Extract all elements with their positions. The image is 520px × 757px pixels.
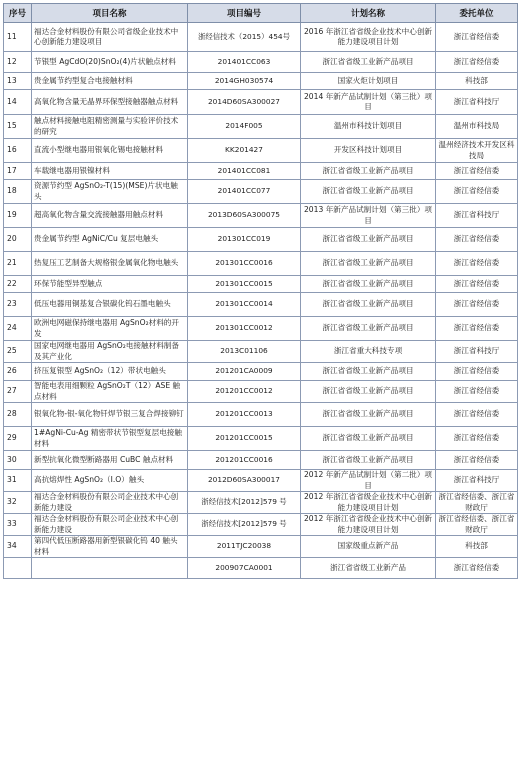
cell-org: 浙江省经信委 bbox=[436, 317, 518, 341]
cell-plan: 国家火炬计划项目 bbox=[301, 73, 436, 90]
cell-name: 触点材料接触电阻精密测量与实验评价技术的研究 bbox=[32, 115, 188, 139]
cell-name bbox=[32, 558, 188, 579]
cell-num: 26 bbox=[4, 363, 32, 381]
cell-name: 新型抗氧化微型断路器用 CuBC 触点材料 bbox=[32, 451, 188, 470]
cell-name: 高抗熔焊性 AgSnO₂（I.O）触头 bbox=[32, 470, 188, 492]
cell-plan: 浙江省省级工业新产品项目 bbox=[301, 228, 436, 252]
cell-name: 高氧化物含量无晶界环保型接触器触点材料 bbox=[32, 90, 188, 115]
table-row bbox=[4, 558, 518, 579]
cell-org: 浙江省经信委 bbox=[436, 228, 518, 252]
cell-code: 浙经信技术（2015）454号 bbox=[188, 23, 301, 52]
header-plan: 计划名称 bbox=[301, 4, 436, 23]
cell-code: 2014GH030574 bbox=[188, 73, 301, 90]
cell-name: 福达合金材料股份有限公司企业技术中心创新能力建设 bbox=[32, 514, 188, 536]
cell-code: 201301CC019 bbox=[188, 228, 301, 252]
cell-org: 浙江省经信委 bbox=[436, 252, 518, 276]
cell-plan: 浙江省重大科技专项 bbox=[301, 341, 436, 363]
cell-num: 11 bbox=[4, 23, 32, 52]
cell-org: 浙江省科技厅 bbox=[436, 341, 518, 363]
cell-num: 15 bbox=[4, 115, 32, 139]
table-row bbox=[4, 470, 518, 492]
cell-plan: 浙江省省级工业新产品项目 bbox=[301, 252, 436, 276]
cell-code: 201201CC0012 bbox=[188, 381, 301, 403]
table-row bbox=[4, 139, 518, 163]
header-code: 项目编号 bbox=[188, 4, 301, 23]
cell-plan: 国家级重点新产品 bbox=[301, 536, 436, 558]
table-row bbox=[4, 163, 518, 180]
cell-org: 温州经济技术开发区科技局 bbox=[436, 139, 518, 163]
cell-code: 201401CC077 bbox=[188, 180, 301, 204]
table-row bbox=[4, 23, 518, 52]
cell-num: 29 bbox=[4, 427, 32, 451]
cell-plan: 2016 年浙江省省级企业技术中心创新能力建设项目计划 bbox=[301, 23, 436, 52]
cell-plan: 温州市科技计划项目 bbox=[301, 115, 436, 139]
table-row bbox=[4, 451, 518, 470]
cell-code: 201301CC0016 bbox=[188, 252, 301, 276]
cell-plan: 浙江省省级工业新产品项目 bbox=[301, 427, 436, 451]
cell-name: 资源节约型 AgSnO₂-T(15)(MSE)片状电触头 bbox=[32, 180, 188, 204]
cell-name: 热复压工艺制备大规格银金属氧化物电触头 bbox=[32, 252, 188, 276]
cell-num: 17 bbox=[4, 163, 32, 180]
cell-plan: 2013 年新产品试制计划（第三批）项目 bbox=[301, 204, 436, 228]
cell-code: 2014D60SA300027 bbox=[188, 90, 301, 115]
table-row bbox=[4, 492, 518, 514]
cell-org: 浙江省经信委 bbox=[436, 52, 518, 73]
cell-org: 浙江省经信委 bbox=[436, 23, 518, 52]
cell-plan: 浙江省省级工业新产品项目 bbox=[301, 276, 436, 293]
cell-name: 低压电器用铜基复合银碳化钨石墨电触头 bbox=[32, 293, 188, 317]
cell-name: 福达合金材料股份有限公司省级企业技术中心创新能力建设项目 bbox=[32, 23, 188, 52]
cell-code: 201301CC0014 bbox=[188, 293, 301, 317]
cell-plan: 2014 年新产品试制计划（第三批）项目 bbox=[301, 90, 436, 115]
cell-code: 201201CC0013 bbox=[188, 403, 301, 427]
cell-num: 14 bbox=[4, 90, 32, 115]
cell-org: 浙江省科技厅 bbox=[436, 204, 518, 228]
table-row bbox=[4, 180, 518, 204]
cell-code: KK201427 bbox=[188, 139, 301, 163]
cell-name: 贵金属节约型 AgNiC/Cu 复层电触头 bbox=[32, 228, 188, 252]
cell-code: 201401CC063 bbox=[188, 52, 301, 73]
cell-num: 24 bbox=[4, 317, 32, 341]
cell-num: 22 bbox=[4, 276, 32, 293]
cell-org: 科技部 bbox=[436, 536, 518, 558]
table-row bbox=[4, 514, 518, 536]
cell-plan: 浙江省省级工业新产品项目 bbox=[301, 317, 436, 341]
cell-plan: 浙江省省级工业新产品项目 bbox=[301, 293, 436, 317]
cell-org: 浙江省经信委 bbox=[436, 276, 518, 293]
cell-org: 浙江省经信委 bbox=[436, 381, 518, 403]
cell-plan: 浙江省省级工业新产品项目 bbox=[301, 403, 436, 427]
table-row bbox=[4, 90, 518, 115]
cell-name: 挤压复银型 AgSnO₂（12）带状电触头 bbox=[32, 363, 188, 381]
cell-name: 欧洲电网磁保持继电器用 AgSnO₂材料的开发 bbox=[32, 317, 188, 341]
cell-org: 浙江省经信委、浙江省财政厅 bbox=[436, 514, 518, 536]
table-row bbox=[4, 403, 518, 427]
cell-name: 国家电网继电器用 AgSnO₂电接触材料制备及其产业化 bbox=[32, 341, 188, 363]
table-row bbox=[4, 341, 518, 363]
cell-code: 200907CA0001 bbox=[188, 558, 301, 579]
cell-code: 浙经信技术[2012]579 号 bbox=[188, 492, 301, 514]
cell-code: 2013D60SA300075 bbox=[188, 204, 301, 228]
cell-num: 23 bbox=[4, 293, 32, 317]
cell-name: 第四代低压断路器用新型银碳化钨 40 触头材料 bbox=[32, 536, 188, 558]
table-row bbox=[4, 427, 518, 451]
header-org: 委托单位 bbox=[436, 4, 518, 23]
cell-plan: 浙江省省级工业新产品项目 bbox=[301, 363, 436, 381]
cell-plan: 浙江省省级工业新产品项目 bbox=[301, 451, 436, 470]
table-row bbox=[4, 228, 518, 252]
cell-num: 25 bbox=[4, 341, 32, 363]
cell-code: 201201CA0009 bbox=[188, 363, 301, 381]
cell-num: 34 bbox=[4, 536, 32, 558]
cell-name: 贵金属节约型复合电接触材料 bbox=[32, 73, 188, 90]
cell-org: 浙江省经信委 bbox=[436, 427, 518, 451]
header-num: 序号 bbox=[4, 4, 32, 23]
cell-num: 21 bbox=[4, 252, 32, 276]
cell-name: 直流小型继电器用银氧化锡电接触材料 bbox=[32, 139, 188, 163]
cell-name: 1#AgNi-Cu-Ag 精密带状节银型复层电接触材料 bbox=[32, 427, 188, 451]
cell-org: 科技部 bbox=[436, 73, 518, 90]
cell-name: 超高氧化物含量交流接触器用触点材料 bbox=[32, 204, 188, 228]
table-row bbox=[4, 363, 518, 381]
cell-num: 19 bbox=[4, 204, 32, 228]
cell-name: 福达合金材料股份有限公司企业技术中心创新能力建设 bbox=[32, 492, 188, 514]
table-row bbox=[4, 252, 518, 276]
table-row bbox=[4, 293, 518, 317]
cell-num: 31 bbox=[4, 470, 32, 492]
table-row bbox=[4, 317, 518, 341]
cell-code: 201401CC081 bbox=[188, 163, 301, 180]
cell-plan: 浙江省省级工业新产品项目 bbox=[301, 381, 436, 403]
table-row bbox=[4, 381, 518, 403]
cell-code: 浙经信技术[2012]579 号 bbox=[188, 514, 301, 536]
cell-plan: 2012 年新产品试制计划（第二批）项目 bbox=[301, 470, 436, 492]
cell-org: 浙江省经信委 bbox=[436, 451, 518, 470]
header-name: 项目名称 bbox=[32, 4, 188, 23]
cell-code: 201301CC0012 bbox=[188, 317, 301, 341]
cell-plan: 2012 年浙江省省级企业技术中心创新能力建设项目计划 bbox=[301, 492, 436, 514]
cell-org: 浙江省经信委、浙江省财政厅 bbox=[436, 492, 518, 514]
cell-org: 温州市科技局 bbox=[436, 115, 518, 139]
cell-name: 节银型 AgCdO(20)SnO₂(4)片状触点材料 bbox=[32, 52, 188, 73]
cell-name: 环保节能型异型触点 bbox=[32, 276, 188, 293]
table-row bbox=[4, 536, 518, 558]
cell-org: 浙江省经信委 bbox=[436, 293, 518, 317]
cell-name: 车载继电器用银镍材料 bbox=[32, 163, 188, 180]
cell-code: 201301CC0015 bbox=[188, 276, 301, 293]
cell-plan: 2012 年浙江省省级企业技术中心创新能力建设项目计划 bbox=[301, 514, 436, 536]
cell-num: 20 bbox=[4, 228, 32, 252]
cell-org: 浙江省科技厅 bbox=[436, 470, 518, 492]
cell-code: 2014F005 bbox=[188, 115, 301, 139]
cell-code: 201201CC0016 bbox=[188, 451, 301, 470]
cell-code: 2013C01106 bbox=[188, 341, 301, 363]
cell-code: 2011TJC20038 bbox=[188, 536, 301, 558]
table-row bbox=[4, 52, 518, 73]
cell-plan: 浙江省省级工业新产品项目 bbox=[301, 52, 436, 73]
cell-org: 浙江省经信委 bbox=[436, 403, 518, 427]
cell-org: 浙江省经信委 bbox=[436, 180, 518, 204]
table-row bbox=[4, 115, 518, 139]
cell-name: 银氧化物-银-氧化物钎焊节银三复合焊接铆钉 bbox=[32, 403, 188, 427]
cell-name: 智能电表用细颗粒 AgSnO₂T（12）ASE 触点材料 bbox=[32, 381, 188, 403]
cell-num: 13 bbox=[4, 73, 32, 90]
cell-num: 18 bbox=[4, 180, 32, 204]
table-row bbox=[4, 204, 518, 228]
table-row bbox=[4, 73, 518, 90]
cell-num: 32 bbox=[4, 492, 32, 514]
cell-org: 浙江省经信委 bbox=[436, 558, 518, 579]
cell-code: 201201CC0015 bbox=[188, 427, 301, 451]
cell-num: 16 bbox=[4, 139, 32, 163]
cell-code: 2012D60SA300017 bbox=[188, 470, 301, 492]
cell-org: 浙江省经信委 bbox=[436, 363, 518, 381]
cell-num: 30 bbox=[4, 451, 32, 470]
cell-plan: 浙江省省级工业新产品项目 bbox=[301, 163, 436, 180]
cell-num: 27 bbox=[4, 381, 32, 403]
cell-num: 33 bbox=[4, 514, 32, 536]
header-row bbox=[4, 4, 518, 23]
cell-plan: 浙江省省级工业新产品 bbox=[301, 558, 436, 579]
cell-plan: 浙江省省级工业新产品项目 bbox=[301, 180, 436, 204]
cell-num: 28 bbox=[4, 403, 32, 427]
cell-org: 浙江省科技厅 bbox=[436, 90, 518, 115]
projects-table bbox=[3, 3, 518, 579]
cell-plan: 开发区科技计划项目 bbox=[301, 139, 436, 163]
cell-num: 12 bbox=[4, 52, 32, 73]
cell-num bbox=[4, 558, 32, 579]
cell-org: 浙江省经信委 bbox=[436, 163, 518, 180]
table-row bbox=[4, 276, 518, 293]
